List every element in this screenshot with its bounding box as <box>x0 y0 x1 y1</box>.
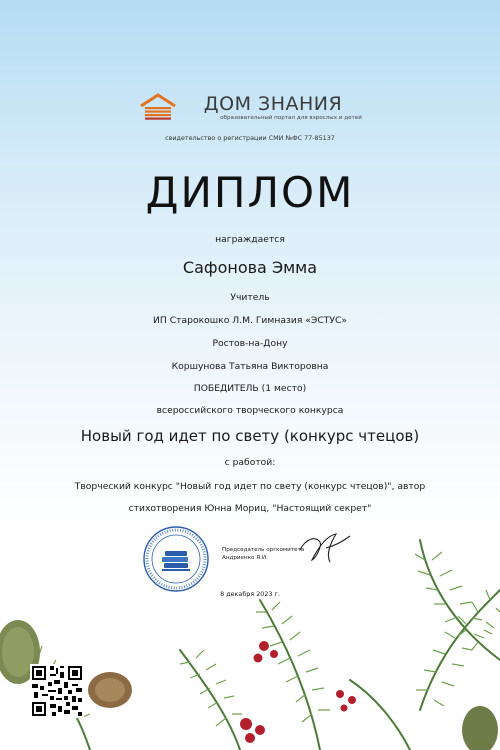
organization-stamp-icon <box>142 525 210 593</box>
signature-icon <box>296 528 354 566</box>
city-text: Ростов-на-Дону <box>212 338 288 349</box>
issue-date: 8 декабря 2023 г. <box>220 590 280 598</box>
signer-name: Андриенко Я.И. <box>222 555 268 561</box>
work-label: с работой: <box>224 457 276 468</box>
work-description-line2: стихотворения Юнна Мориц, "Настоящий секрет" <box>128 503 372 514</box>
portal-subtitle: образовательный портал для взрослых и детей <box>220 115 362 121</box>
contest-type: всероссийского творческого конкурса <box>156 405 344 416</box>
signature-label <box>222 546 304 562</box>
work-description-line1: Творческий конкурс "Новый год идет по свету (конкурс чтецов)", автор <box>74 481 426 492</box>
portal-name: ДОМ ЗНАНИЯ <box>203 93 343 115</box>
result-text: ПОБЕДИТЕЛЬ (1 место) <box>193 383 307 394</box>
qr-code-icon[interactable] <box>30 664 84 718</box>
role-text: Учитель <box>230 292 270 303</box>
awarded-label: награждается <box>215 234 285 245</box>
house-logo-icon <box>138 92 178 122</box>
diploma-title: ДИПЛОМ <box>145 168 355 217</box>
teacher-name: Коршунова Татьяна Викторовна <box>171 361 329 372</box>
registration-text: свидетельство о регистрации СМИ №ФС 77-85137 <box>165 134 335 142</box>
recipient-name: Сафонова Эмма <box>182 258 318 277</box>
signer-title: Председатель оргкомитета <box>222 547 305 553</box>
organization-text: ИП Старокошко Л.М. Гимназия «ЭСТУС» <box>153 315 347 326</box>
contest-name: Новый год идет по свету (конкурс чтецов) <box>80 427 420 445</box>
portal-logo <box>0 92 500 142</box>
